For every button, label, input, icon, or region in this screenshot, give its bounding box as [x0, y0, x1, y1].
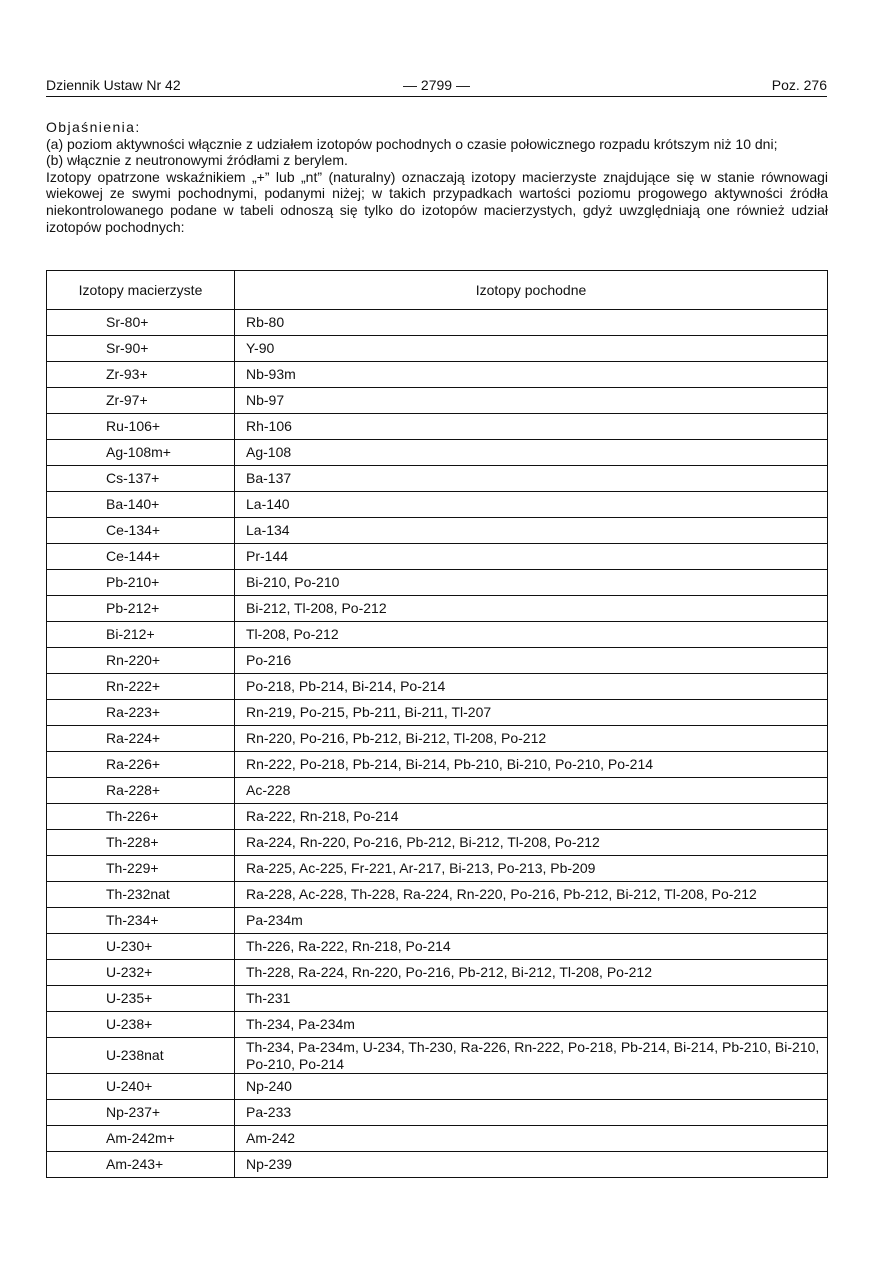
daughter-isotopes-cell: Bi-212, Tl-208, Po-212	[235, 596, 828, 622]
notes-paragraph: Izotopy opatrzone wskaźnikiem „+” lub „nt” (naturalny) oznaczają izotopy macierzyste znajdujące się w stanie równowagi wiekowej ze swymi pochodnymi, podanymi niżej; w takich przypadkach wartości poziomu progowego aktywności źródła niekontrolowanego podane w tabeli odnoszą się tylko do izotopów macierzystych, gdyż uwzględniają one również udział izotopów pochodnych:	[46, 168, 828, 235]
table-row	[47, 1038, 828, 1074]
table-row	[47, 804, 828, 830]
parent-isotope-cell: Sr-80+	[47, 310, 235, 336]
table-row	[47, 310, 828, 336]
table-row	[47, 882, 828, 908]
table-row	[47, 570, 828, 596]
daughter-isotopes-cell: Po-218, Pb-214, Bi-214, Po-214	[235, 674, 828, 700]
daughter-isotopes-cell: Th-226, Ra-222, Rn-218, Po-214	[235, 934, 828, 960]
parent-isotope-cell: Rn-220+	[47, 648, 235, 674]
daughter-isotopes-cell: Rn-222, Po-218, Pb-214, Bi-214, Pb-210, Bi-210, Po-210, Po-214	[235, 752, 828, 778]
parent-isotope-cell: Ru-106+	[47, 414, 235, 440]
table-row	[47, 388, 828, 414]
parent-isotope-cell: Pb-210+	[47, 570, 235, 596]
parent-isotope-cell: Th-226+	[47, 804, 235, 830]
parent-isotope-cell: U-240+	[47, 1074, 235, 1100]
daughter-isotopes-cell: Ra-225, Ac-225, Fr-221, Ar-217, Bi-213, Po-213, Pb-209	[235, 856, 828, 882]
daughter-isotopes-cell: Rn-219, Po-215, Pb-211, Bi-211, Tl-207	[235, 700, 828, 726]
table-header-row	[47, 271, 828, 310]
daughter-isotopes-cell: Pa-233	[235, 1100, 828, 1126]
parent-isotope-cell: Sr-90+	[47, 336, 235, 362]
table-row	[47, 726, 828, 752]
daughter-isotopes-cell: Tl-208, Po-212	[235, 622, 828, 648]
table-row	[47, 466, 828, 492]
daughter-isotopes-cell: Nb-93m	[235, 362, 828, 388]
parent-isotope-cell: Ra-228+	[47, 778, 235, 804]
parent-isotope-cell: Th-228+	[47, 830, 235, 856]
journal-title: Dziennik Ustaw Nr 42	[46, 77, 181, 93]
daughter-isotopes-cell: Th-228, Ra-224, Rn-220, Po-216, Pb-212, Bi-212, Tl-208, Po-212	[235, 960, 828, 986]
page-number: — 2799 —	[403, 77, 470, 93]
parent-isotope-cell: Rn-222+	[47, 674, 235, 700]
parent-isotope-cell: Th-234+	[47, 908, 235, 934]
parent-isotope-cell: Bi-212+	[47, 622, 235, 648]
daughter-isotopes-cell: Nb-97	[235, 388, 828, 414]
parent-isotope-cell: Am-243+	[47, 1152, 235, 1178]
parent-isotope-cell: Ce-134+	[47, 518, 235, 544]
page-header	[46, 76, 827, 97]
table-row	[47, 648, 828, 674]
table-row	[47, 960, 828, 986]
table-row	[47, 596, 828, 622]
parent-isotope-cell: Cs-137+	[47, 466, 235, 492]
daughter-isotopes-cell: Rh-106	[235, 414, 828, 440]
parent-isotope-cell: Zr-93+	[47, 362, 235, 388]
parent-isotope-cell: Ra-224+	[47, 726, 235, 752]
table-row	[47, 336, 828, 362]
table-row	[47, 440, 828, 466]
parent-isotope-cell: Th-232nat	[47, 882, 235, 908]
column-header-parent: Izotopy macierzyste	[47, 271, 235, 310]
parent-isotope-cell: Am-242m+	[47, 1126, 235, 1152]
table-row	[47, 908, 828, 934]
daughter-isotopes-cell: Th-234, Pa-234m	[235, 1012, 828, 1038]
daughter-isotopes-cell: La-134	[235, 518, 828, 544]
table-row	[47, 1074, 828, 1100]
daughter-isotopes-cell: Ra-224, Rn-220, Po-216, Pb-212, Bi-212, Tl-208, Po-212	[235, 830, 828, 856]
table-row	[47, 544, 828, 570]
daughter-isotopes-cell: Th-231	[235, 986, 828, 1012]
table-row	[47, 934, 828, 960]
table-row	[47, 492, 828, 518]
parent-isotope-cell: Ba-140+	[47, 492, 235, 518]
table-row	[47, 778, 828, 804]
parent-isotope-cell: Ra-226+	[47, 752, 235, 778]
table-row	[47, 1012, 828, 1038]
table-row	[47, 752, 828, 778]
isotope-table	[46, 270, 828, 1178]
parent-isotope-cell: U-232+	[47, 960, 235, 986]
daughter-isotopes-cell: Pr-144	[235, 544, 828, 570]
daughter-isotopes-cell: Ag-108	[235, 440, 828, 466]
parent-isotope-cell: Zr-97+	[47, 388, 235, 414]
parent-isotope-cell: Np-237+	[47, 1100, 235, 1126]
daughter-isotopes-cell: Ra-222, Rn-218, Po-214	[235, 804, 828, 830]
parent-isotope-cell: Th-229+	[47, 856, 235, 882]
daughter-isotopes-cell: Np-239	[235, 1152, 828, 1178]
parent-isotope-cell: U-238+	[47, 1012, 235, 1038]
table-row	[47, 1126, 828, 1152]
parent-isotope-cell: Pb-212+	[47, 596, 235, 622]
daughter-isotopes-cell: Th-234, Pa-234m, U-234, Th-230, Ra-226, Rn-222, Po-218, Pb-214, Bi-214, Pb-210, Bi-210, Po-210, Po-214	[235, 1038, 828, 1074]
position-number: Poz. 276	[771, 77, 827, 93]
table-row	[47, 518, 828, 544]
table-row	[47, 622, 828, 648]
daughter-isotopes-cell: Np-240	[235, 1074, 828, 1100]
daughter-isotopes-cell: Rn-220, Po-216, Pb-212, Bi-212, Tl-208, Po-212	[235, 726, 828, 752]
note-a: (a) poziom aktywności włącznie z udziałem izotopów pochodnych o czasie połowicznego rozpadu krótszym niż 10 dni;	[46, 135, 778, 152]
daughter-isotopes-cell: Pa-234m	[235, 908, 828, 934]
daughter-isotopes-cell: La-140	[235, 492, 828, 518]
daughter-isotopes-cell: Ra-228, Ac-228, Th-228, Ra-224, Rn-220, Po-216, Pb-212, Bi-212, Tl-208, Po-212	[235, 882, 828, 908]
daughter-isotopes-cell: Bi-210, Po-210	[235, 570, 828, 596]
parent-isotope-cell: Ce-144+	[47, 544, 235, 570]
table-row	[47, 856, 828, 882]
notes-title: Objaśnienia:	[46, 119, 141, 135]
table-row	[47, 700, 828, 726]
daughter-isotopes-cell: Po-216	[235, 648, 828, 674]
parent-isotope-cell: Ag-108m+	[47, 440, 235, 466]
table-row	[47, 362, 828, 388]
column-header-daughters: Izotopy pochodne	[235, 271, 828, 310]
table-row	[47, 674, 828, 700]
table-row	[47, 830, 828, 856]
note-b: (b) włącznie z neutronowymi źródłami z berylem.	[46, 152, 348, 169]
table-row	[47, 986, 828, 1012]
isotope-table-body	[47, 310, 828, 1178]
daughter-isotopes-cell: Am-242	[235, 1126, 828, 1152]
table-row	[47, 1152, 828, 1178]
daughter-isotopes-cell: Ba-137	[235, 466, 828, 492]
daughter-isotopes-cell: Ac-228	[235, 778, 828, 804]
parent-isotope-cell: Ra-223+	[47, 700, 235, 726]
explanatory-notes	[46, 119, 828, 235]
parent-isotope-cell: U-235+	[47, 986, 235, 1012]
table-row	[47, 1100, 828, 1126]
parent-isotope-cell: U-230+	[47, 934, 235, 960]
daughter-isotopes-cell: Rb-80	[235, 310, 828, 336]
table-row	[47, 414, 828, 440]
daughter-isotopes-cell: Y-90	[235, 336, 828, 362]
parent-isotope-cell: U-238nat	[47, 1038, 235, 1074]
